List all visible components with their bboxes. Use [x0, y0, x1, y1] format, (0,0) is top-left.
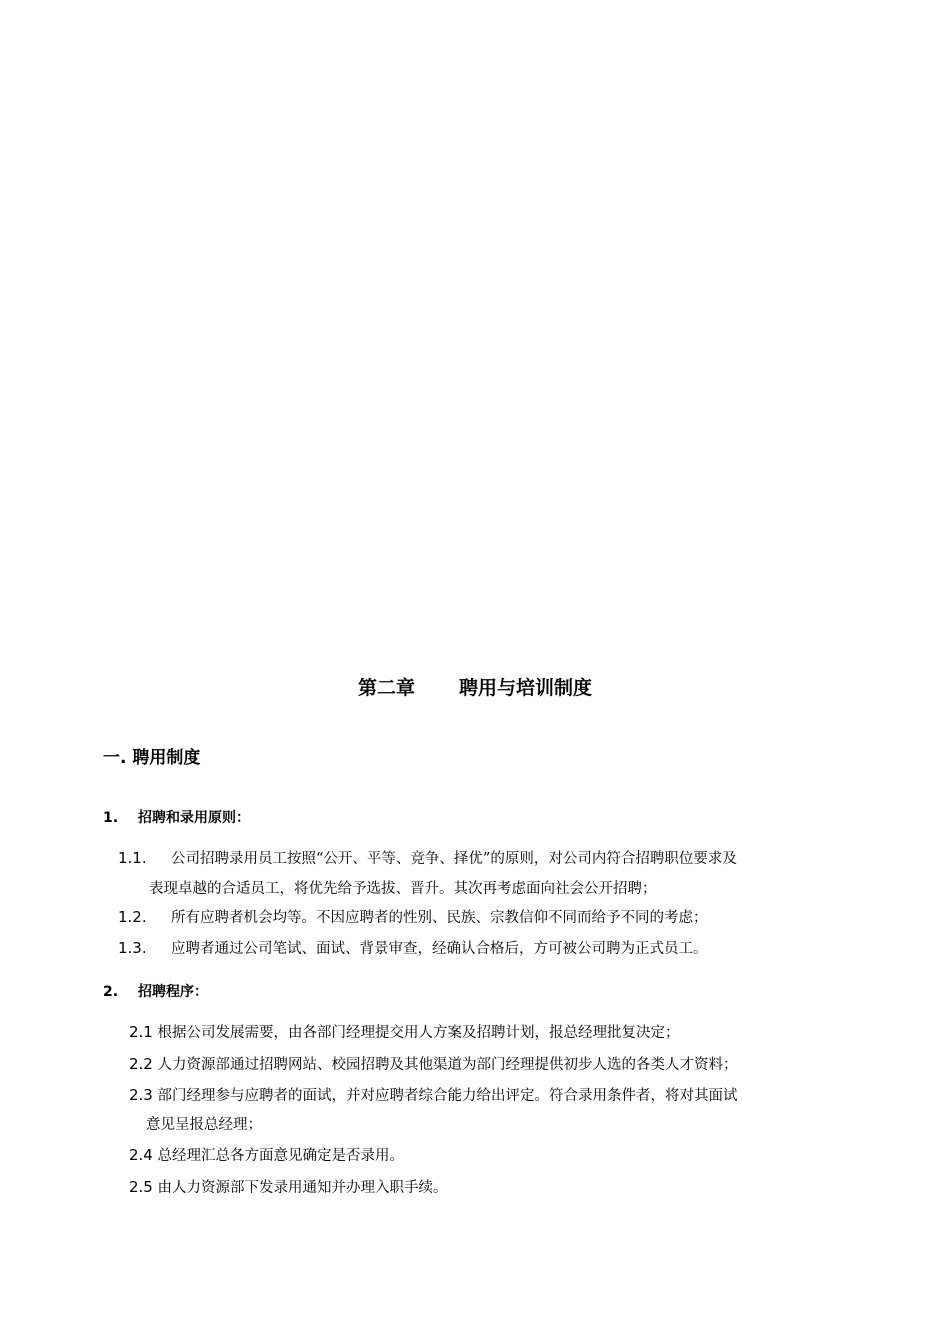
list-item [118, 937, 708, 960]
subsection-heading [103, 807, 250, 829]
item-continuation: 意见呈报总经理； [146, 1117, 262, 1133]
list-item [129, 1144, 404, 1167]
item-continuation: 表现卓越的合适员工，将优先给予选拔、晋升。其次再考虑面向社会公开招聘； [149, 881, 657, 897]
chapter-heading [0, 674, 950, 702]
item-text: 所有应聘者机会均等。不因应聘者的性别、民族、宗教信仰不同而给予不同的考虑； [171, 910, 708, 926]
item-number: 1.3. [118, 939, 147, 957]
list-item [129, 1176, 447, 1199]
list-item [129, 1053, 737, 1076]
item-text: 应聘者通过公司笔试、面试、背景审查，经确认合格后，方可被公司聘为正式员工。 [171, 941, 708, 957]
item-text: 由人力资源部下发录用通知并办理入职手续。 [157, 1180, 448, 1196]
list-item [129, 1084, 737, 1107]
list-item [118, 906, 708, 929]
item-number: 2.3 [129, 1086, 153, 1104]
item-text: 部门经理参与应聘者的面试，并对应聘者综合能力给出评定。符合录用条件者，将对其面试 [157, 1088, 738, 1104]
item-number: 2.5 [129, 1178, 153, 1196]
item-text: 根据公司发展需要，由各部门经理提交用人方案及招聘计划，报总经理批复决定； [157, 1025, 680, 1041]
subsection-number: 2. [103, 984, 119, 1000]
item-number: 2.1 [129, 1023, 153, 1041]
section-heading: 一. 聘用制度 [103, 748, 201, 768]
subsection-title: 招聘程序： [138, 984, 208, 1000]
subsection-number: 1. [103, 810, 119, 826]
subsection-title: 招聘和录用原则： [138, 810, 250, 826]
item-number: 2.2 [129, 1055, 153, 1073]
subsection-heading [103, 981, 208, 1003]
item-text: 人力资源部通过招聘网站、校园招聘及其他渠道为部门经理提供初步人选的各类人才资料； [157, 1057, 738, 1073]
chapter-number: 第二章 [357, 677, 415, 699]
list-item [118, 847, 737, 870]
item-text: 公司招聘录用员工按照“公开、平等、竞争、择优”的原则，对公司内符合招聘职位要求及 [171, 851, 737, 867]
item-text: 总经理汇总各方面意见确定是否录用。 [157, 1148, 404, 1164]
item-number: 1.1. [118, 849, 147, 867]
list-item [129, 1021, 679, 1044]
item-number: 2.4 [129, 1146, 153, 1164]
chapter-title: 聘用与培训制度 [459, 677, 593, 699]
item-number: 1.2. [118, 908, 147, 926]
